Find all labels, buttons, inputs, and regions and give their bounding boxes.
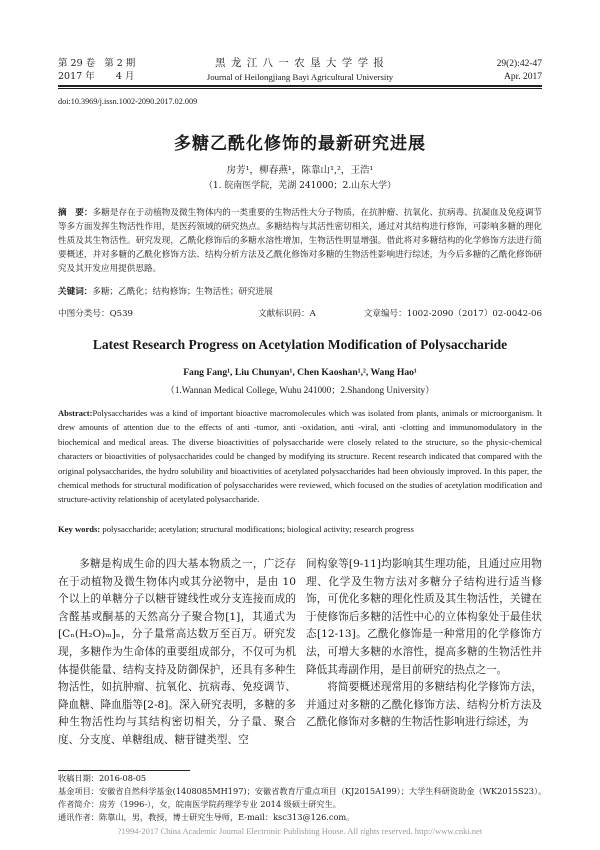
- abstract-cn: [58, 206, 542, 276]
- journal-name-en: Journal of Heilongjiang Bayi Agricultural University: [206, 72, 394, 82]
- article-number: 文章编号：1002-2090（2017）02-0042-06: [363, 309, 542, 319]
- body-right-para-2: 将简要概述现常用的多糖结构化学修饰方法，并通过对多糖的乙酰化修饰方法、结构分析方法及乙酰化修饰对多糖的生物活性影响进行综述，为: [306, 681, 542, 729]
- abstract-cn-label: 摘 要：: [58, 208, 93, 218]
- affiliations-cn: （1. 皖南医学院，芜湖 241000；2.山东大学）: [203, 181, 397, 191]
- abstract-en-label: Abstract:: [58, 408, 93, 418]
- copyright-footer: ?1994-2017 China Academic Journal Electronic Publishing House. All rights reserved. http://www.cnki.net: [117, 826, 483, 836]
- document-code: 文献标识码：A: [258, 309, 316, 319]
- affiliations-en: （1.Wannan Medical College, Wuhu 241000；2.Shandong University）: [165, 385, 435, 395]
- authors-cn: 房芳¹，柳春燕¹，陈靠山¹,²，王浩¹: [226, 165, 374, 176]
- header-rule-thin: [58, 88, 542, 89]
- page-range: 29(2):42-47: [496, 59, 542, 69]
- page-title: 多糖乙酰化修饰的最新研究进展: [174, 134, 426, 154]
- received-date: 收稿日期：2016-08-05: [58, 773, 147, 783]
- footnote-rule: [58, 770, 190, 771]
- keywords-cn-label: 关键词：: [58, 287, 93, 297]
- keywords-en-text: polysaccharide; acetylation; structural modifications; biological activity; research progress: [102, 524, 414, 534]
- doi[interactable]: doi:10.3969/j.issn.1002-2090.2017.02.009: [58, 97, 198, 106]
- keywords-en: [58, 522, 542, 536]
- abstract-cn-text: 多糖是存在于动植物及微生物体内的一类重要的生物活性大分子物质，在抗肿瘤、抗氧化、抗病毒、抗凝血及免疫调节等多方面发挥生物活性作用，是医药领域的研究热点。多糖结构与其活性密切相关，通过对其结构进行修饰，可影响多糖的理化性质及其生物活性。研究发现，乙酰化修饰后的多糖水溶性增加，生物活性明显增强。借此将对多糖结构的化学修饰方法进行简要概述，并对多糖的乙酰化修饰方法、结构分析方法及乙酰化修饰对多糖的生物活性影响进行综述，为今后多糖的乙酰化修饰研究及其开发应用提供思路。: [58, 208, 542, 274]
- body-right-para-1: 间构象等[9-11]均影响其生理功能，且通过应用物理、化学及生物方法对多糖分子结构进行适当修饰，可优化多糖的理化性质及其生物活性，关键在于使修饰后多糖的活性中心的立体构象处于最佳状态[12-13]。乙酰化修饰是一种常用的化学修饰方法，可增大多糖的水溶性，提高多糖的生物活性并降低其毒副作用，是目前研究的热点之一。: [306, 558, 542, 676]
- journal-date-cn: 2017 年 4 月: [58, 71, 135, 82]
- body-column-right: [306, 556, 542, 767]
- corresponding-author: 通讯作者：陈靠山，男，教授，博士研究生导师，E-mail：ksc313@126.com。: [58, 812, 355, 822]
- funding: 基金项目：安徽省自然科学基金(1408085MH197)；安徽省教育厅重点项目（KJ2015A199）；大学生科研资助金（WK2015S23）。: [58, 786, 547, 796]
- author-bio: 作者简介：房芳（1996-），女，皖南医学院药理学专业 2014 级硕士研究生。: [58, 799, 341, 809]
- keywords-en-label: Key words:: [58, 524, 101, 534]
- keywords-cn: [58, 285, 542, 299]
- body-column-left: 多糖是构成生命的四大基本物质之一，广泛存在于动植物及微生物体内或其分泌物中，是由 10 个以上的单糖分子以糖苷键线性或分支连接而成的含醛基或酮基的天然高分子聚合物[1]，其通式为[Cₙ(H₂O)ₘ]ₙ，分子量常高达数万至百万。研究发现，多糖作为生命体的重要组成部分，不仅可为机体提供能量、结构支持及防御保护，还具有多种生物活性，如抗肿瘤、抗氧化、抗病毒、免疫调节、降血糖、降血脂等[2-8]。深入研究表明，多糖的多种生物活性均与其结构密切相关，分子量、聚合度、分支度、单糖组成、糖苷键类型、空: [58, 558, 296, 746]
- clc-number: 中图分类号：Q539: [58, 309, 134, 319]
- authors-en: Fang Fang¹, Liu Chunyan¹, Chen Kaoshan¹,², Wang Hao¹: [183, 367, 417, 378]
- abstract-en: [58, 406, 542, 522]
- english-title: Latest Research Progress on Acetylation Modification of Polysaccharide: [92, 337, 508, 352]
- abstract-en-text: Polysaccharides was a kind of important bioactive macromolecules which was isolated from plants, animals or microorganism. It drew amounts of attention due to the effects of anti -tumor, anti -oxidation, anti -viral, anti -clotting and immunomodulatory in the biochemical and medical areas. The diverse bioactivities of polysaccharide were closely related to the structure, so the physic-chemical characters or bioactivities of polysaccharides could be changed by modifying its structure. Recent research indicated that compared with the original polysaccharides, the hydro solubility and bioactivities of acetylated polysaccharides had been obviously improved. In this paper, the chemical methods for structural modification of polysaccharides were reviewed, which focused on the studies of acetylation modification and structure-activity relationship of acetylated polysaccharide.: [58, 408, 542, 505]
- issue-date-en: Apr. 2017: [504, 72, 542, 82]
- keywords-cn-text: 多糖；乙酰化；结构修饰；生物活性；研究进展: [92, 287, 273, 297]
- journal-name-cn: 黑 龙 江 八 一 农 垦 大 学 学 报: [215, 57, 385, 69]
- header-rule: [58, 85, 542, 87]
- journal-volume: 第 29 卷 第 2 期: [58, 58, 136, 69]
